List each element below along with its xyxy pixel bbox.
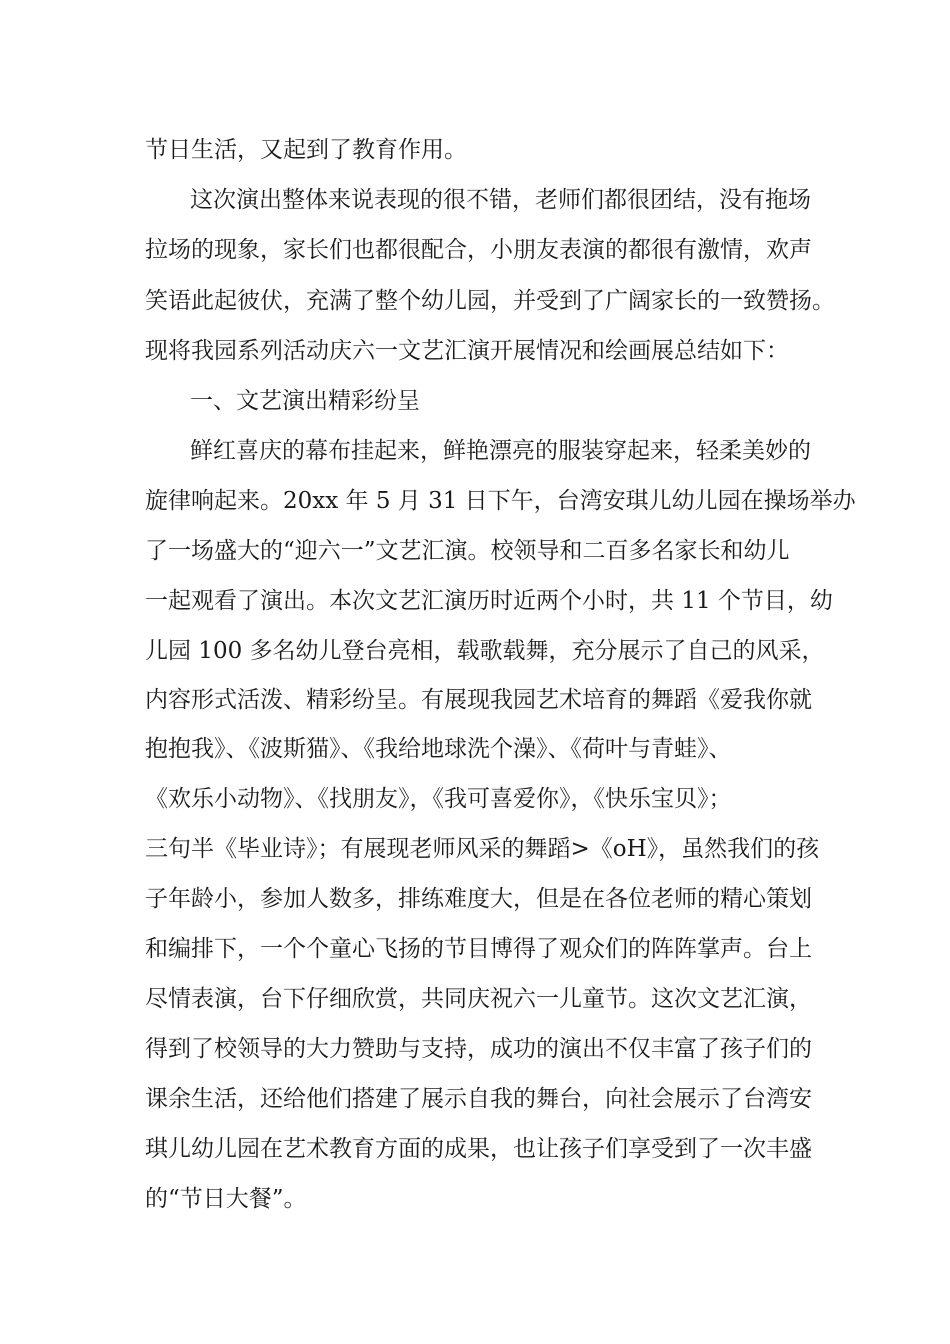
text-line: 旋律响起来。20xx 年 5 月 31 日下午，台湾安琪儿幼儿园在操场举办 (145, 488, 856, 514)
text-line: 三句半《毕业诗》；有展现老师风采的舞蹈>《oH》，虽然我们的孩 (145, 836, 820, 862)
text-line: 琪儿幼儿园在艺术教育方面的成果，也让孩子们享受到了一次丰盛 (145, 1136, 812, 1162)
text-line: 现将我园系列活动庆六一文艺汇演开展情况和绘画展总结如下： (145, 338, 789, 364)
text-line: 内容形式活泼、精彩纷呈。有展现我园艺术培育的舞蹈《爱我你就 (145, 687, 812, 713)
text-line: 笑语此起彼伏，充满了整个幼儿园，并受到了广阔家长的一致赞扬。 (145, 288, 835, 314)
text-line: 子年龄小，参加人数多，排练难度大，但是在各位老师的精心策划 (145, 886, 812, 912)
text-line: 《欢乐小动物》、《找朋友》，《我可喜爱你》，《快乐宝贝》； (145, 786, 732, 812)
text-line: 一起观看了演出。本次文艺汇演历时近两个小时，共 11 个节目，幼 (145, 588, 833, 614)
paragraph-start-line: 鲜红喜庆的幕布挂起来，鲜艳漂亮的服装穿起来，轻柔美妙的 (190, 438, 811, 464)
text-line: 尽情表演，台下仔细欣赏，共同庆祝六一儿童节。这次文艺汇演， (145, 986, 812, 1012)
paragraph-start-line: 这次演出整体来说表现的很不错，老师们都很团结，没有拖场 (190, 187, 811, 213)
text-line: 了一场盛大的“迎六一”文艺汇演。校领导和二百多名家长和幼儿 (145, 538, 790, 564)
text-line: 抱抱我》、《波斯猫》、《我给地球洗个澡》、《荷叶与青蛙》、 (145, 736, 732, 762)
section-heading: 一、文艺演出精彩纷呈 (190, 388, 420, 414)
text-line: 得到了校领导的大力赞助与支持，成功的演出不仅丰富了孩子们的 (145, 1036, 812, 1062)
text-line: 课余生活，还给他们搭建了展示自我的舞台，向社会展示了台湾安 (145, 1086, 812, 1112)
text-line: 拉场的现象，家长们也都很配合，小朋友表演的都很有激情，欢声 (145, 237, 812, 263)
text-line: 节日生活，又起到了教育作用。 (145, 137, 467, 163)
text-line: 的“节日大餐”。 (145, 1186, 307, 1212)
text-line: 和编排下，一个个童心飞扬的节目博得了观众们的阵阵掌声。台上 (145, 936, 812, 962)
text-line: 儿园 100 多名幼儿登台亮相，载歌载舞，充分展示了自己的风采， (145, 638, 825, 664)
